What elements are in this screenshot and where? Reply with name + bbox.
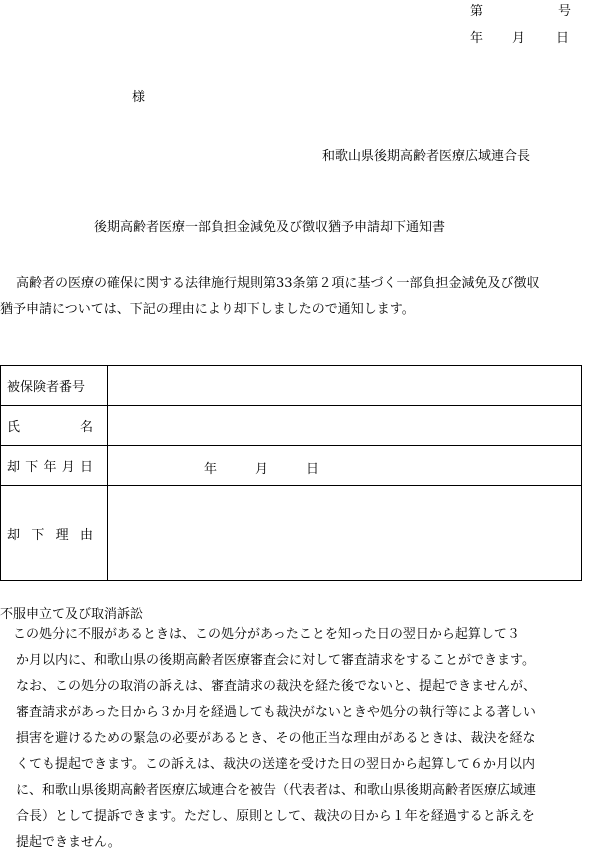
appeal-line: か月以内に、和歌山県の後期高齢者医療審査会に対して審査請求をすることができます。 xyxy=(16,653,535,668)
appeal-line: 合長）として提訴できます。ただし、原則として、裁決の日から１年を経過すると訴えを xyxy=(16,809,535,824)
rejection-date-month: 月 xyxy=(255,461,269,477)
recipient-honorific: 様 xyxy=(132,90,146,105)
appeal-line: くても提起できます。この訴えは、裁決の送達を受けた日の翌日から起算して６か月以内 xyxy=(16,757,535,772)
name-label-char: 氏 xyxy=(7,420,21,435)
insured-number-label: 被保険者番号 xyxy=(1,366,108,406)
rejection-date-label-char: 日 xyxy=(79,460,93,475)
rejection-date-label-char: 年 xyxy=(43,460,57,475)
date-year-label: 年 xyxy=(470,31,484,46)
rejection-reason-row xyxy=(1,486,582,581)
rejection-reason-label-char: 由 xyxy=(79,527,93,543)
appeal-line: 審査請求があった日から３か月を経過しても裁決がないときや処分の執行等による著しい xyxy=(16,705,536,720)
name-label xyxy=(1,406,108,446)
rejection-date-label xyxy=(1,446,108,486)
rejection-date-row xyxy=(1,446,582,486)
date-day-label: 日 xyxy=(556,31,570,46)
appeal-line: 損害を避けるための緊急の必要があるとき、その他正当な理由があるときは、裁決を経な xyxy=(16,731,536,746)
name-row xyxy=(1,406,582,446)
rejection-date-label-char: 月 xyxy=(61,460,75,475)
name-value xyxy=(108,406,582,446)
rejection-reason-label-char: 理 xyxy=(55,527,69,543)
rejection-reason-label-char: 却 xyxy=(7,527,21,543)
name-label-char: 名 xyxy=(79,420,93,435)
rejection-date-label-char: 却 xyxy=(7,460,21,475)
rejection-date-value xyxy=(108,446,582,486)
appeal-line: に、和歌山県後期高齢者医療広域連合を被告（代表者は、和歌山県後期高齢者医療広域連 xyxy=(16,783,537,798)
appeal-heading: 不服申立て及び取消訴訟 xyxy=(0,607,144,622)
appeal-paragraph xyxy=(0,622,595,856)
document-title: 後期高齢者医療一部負担金減免及び徴収猶予申請却下通知書 xyxy=(94,220,446,235)
appeal-line: なお、この処分の取消の訴えは、審査請求の裁決を経た後でないと、提起できませんが、 xyxy=(16,679,537,694)
rejection-date-label-char: 下 xyxy=(25,460,39,475)
rejection-reason-label xyxy=(1,486,108,581)
appeal-line: 提起できません。 xyxy=(16,835,121,850)
rejection-date-day: 日 xyxy=(306,461,320,477)
intro-paragraph xyxy=(0,271,595,323)
rejection-date-year: 年 xyxy=(204,461,218,477)
intro-line: 高齢者の医療の確保に関する法律施行規則第33条第２項に基づく一部負担金減免及び徴収 xyxy=(16,276,540,291)
insured-number-value xyxy=(108,366,582,406)
rejection-reason-label-char: 下 xyxy=(31,527,45,543)
intro-line: 猶予申請については、下記の理由により却下しましたので通知します。 xyxy=(0,302,415,317)
document-number-label: 第 xyxy=(470,4,484,19)
rejection-reason-value xyxy=(108,486,582,581)
date-month-label: 月 xyxy=(512,31,526,46)
issuer-name: 和歌山県後期高齢者医療広域連合長 xyxy=(322,149,531,164)
appeal-line: この処分に不服があるときは、この処分があったことを知った日の翌日から起算して３ xyxy=(0,627,520,642)
document-number-suffix: 号 xyxy=(558,4,572,19)
insured-number-row xyxy=(1,366,582,406)
notice-form-table xyxy=(0,365,582,581)
